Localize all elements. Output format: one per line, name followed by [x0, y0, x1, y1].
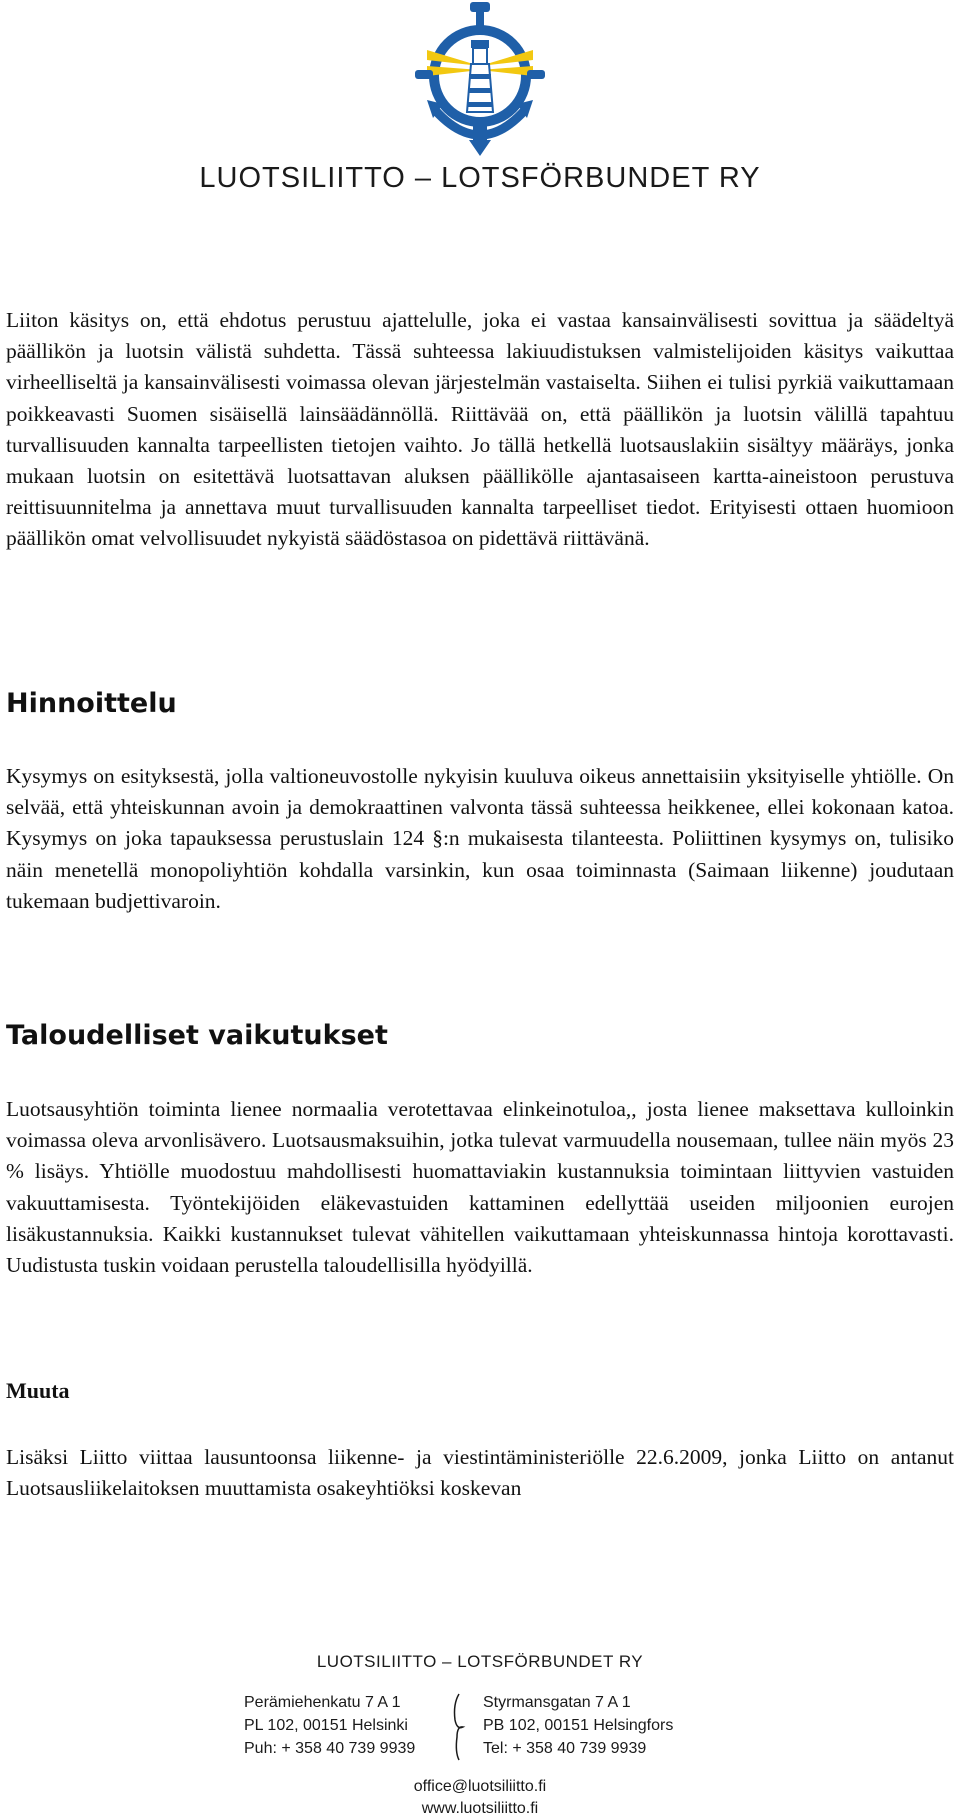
address-line: Perämiehenkatu 7 A 1: [244, 1694, 401, 1711]
phone-line: Tel: + 358 40 739 9939: [483, 1740, 647, 1757]
paragraph-3: Luotsausyhtiön toiminta lienee normaalia verotettavaa elinkeinotuloa,, josta lienee maksettava kulloinkin voimassa oleva arvonlisävero. Luotsausmaksuihin, jotka tulevat varmuudella nousemaan, tullee näin myös 23 % lisäys. Yhtiölle muodostuu mahdollisesti huomattaviakin kustannuksia toimintaan liittyvien vastuiden vakuuttamisesta. Työntekijöiden eläkevastuiden kattaminen edellyttää useiden miljoonien eurojen lisäkustannuksia. Kaikki kustannukset tulevat vähitellen vaikuttamaan yhteiskunnassa hintoja korottavasti. Uudistusta tuskin voidaan perustella taloudellisilla hyödyillä.: [6, 1097, 954, 1278]
brace-divider: [449, 1692, 469, 1762]
paragraph-4: Lisäksi Liitto viittaa lausuntoonsa liikenne- ja viestintäministeriölle 22.6.2009, jonka Liitto on antanut Luotsausliikelaitoksen muuttamista osakeyhtiöksi koskevan: [6, 1445, 954, 1501]
address-swedish: [483, 1691, 673, 1760]
address-line: PL 102, 00151 Helsinki: [244, 1717, 408, 1734]
address-finnish: [244, 1691, 415, 1760]
heading-muuta: Muuta: [6, 1378, 70, 1403]
address-line: PB 102, 00151 Helsingfors: [483, 1717, 674, 1734]
heading-taloudelliset-vaikutukset: Taloudelliset vaikutukset: [6, 1020, 388, 1051]
address-line: Styrmansgatan 7 A 1: [483, 1694, 631, 1711]
heading-hinnoittelu: Hinnoittelu: [6, 688, 177, 719]
organization-title: LUOTSILIITTO – LOTSFÖRBUNDET RY: [199, 162, 761, 194]
website-link[interactable]: www.luotsiliitto.fi: [421, 1800, 539, 1817]
luotsiliitto-logo: [413, 0, 547, 158]
paragraph-1: Liiton käsitys on, että ehdotus perustuu ajattelulle, joka ei vastaa kansainvälisesti sovittua ja säädeltyä päällikön ja luotsin välistä suhdetta. Tässä suhteessa lakiuudistuksen valmistelijoiden käsitys vaikuttaa virheelliseltä ja kansainvälisesti voimassa olevan järjestelmän vastaiselta. Siihen ei tulisi pyrkiä vaikuttamaan poikkeavasti Suomen sisäisellä lainsäädännöllä. Riittävää on, että päällikön ja luotsin välillä tapahtuu turvallisuuden kannalta tarpeellisten tietojen vaihto. Jo tällä hetkellä luotsauslakiin sisältyy määräys, jonka mukaan luotsin on esitettävä luotsattavan aluksen päällikölle ajantasaiseen kartta-aineistoon perustuva reittisuunnitelma ja annettava muut turvallisuuden kannalta tarpeelliset tiedot. Erityisesti ottaen huomioon päällikön omat velvollisuudet nykyistä säädöstasoa on pidettävä riittävänä.: [6, 308, 954, 551]
email-link[interactable]: office@luotsiliitto.fi: [413, 1778, 547, 1795]
paragraph-2: Kysymys on esityksestä, jolla valtioneuvostolle nykyisin kuuluva oikeus annettaisiin yksityiselle yhtiölle. On selvää, että yhteiskunnan avoin ja demokraattinen valvonta tässä suhteessa heikkenee, ellei kokonaan katoa. Kysymys on joka tapauksessa perustuslain 124 §:n mukaisesta tilanteesta. Poliittinen kysymys on, tulisiko näin menetellä monopoliyhtiön kohdalla varsinkin, kun osaa toiminnasta (Saimaan liikenne) joudutaan tukemaan budjettivaroin.: [6, 764, 954, 913]
footer-organization: LUOTSILIITTO – LOTSFÖRBUNDET RY: [316, 1652, 644, 1671]
contact-info: [0, 1776, 960, 1820]
phone-line: Puh: + 358 40 739 9939: [244, 1740, 416, 1757]
